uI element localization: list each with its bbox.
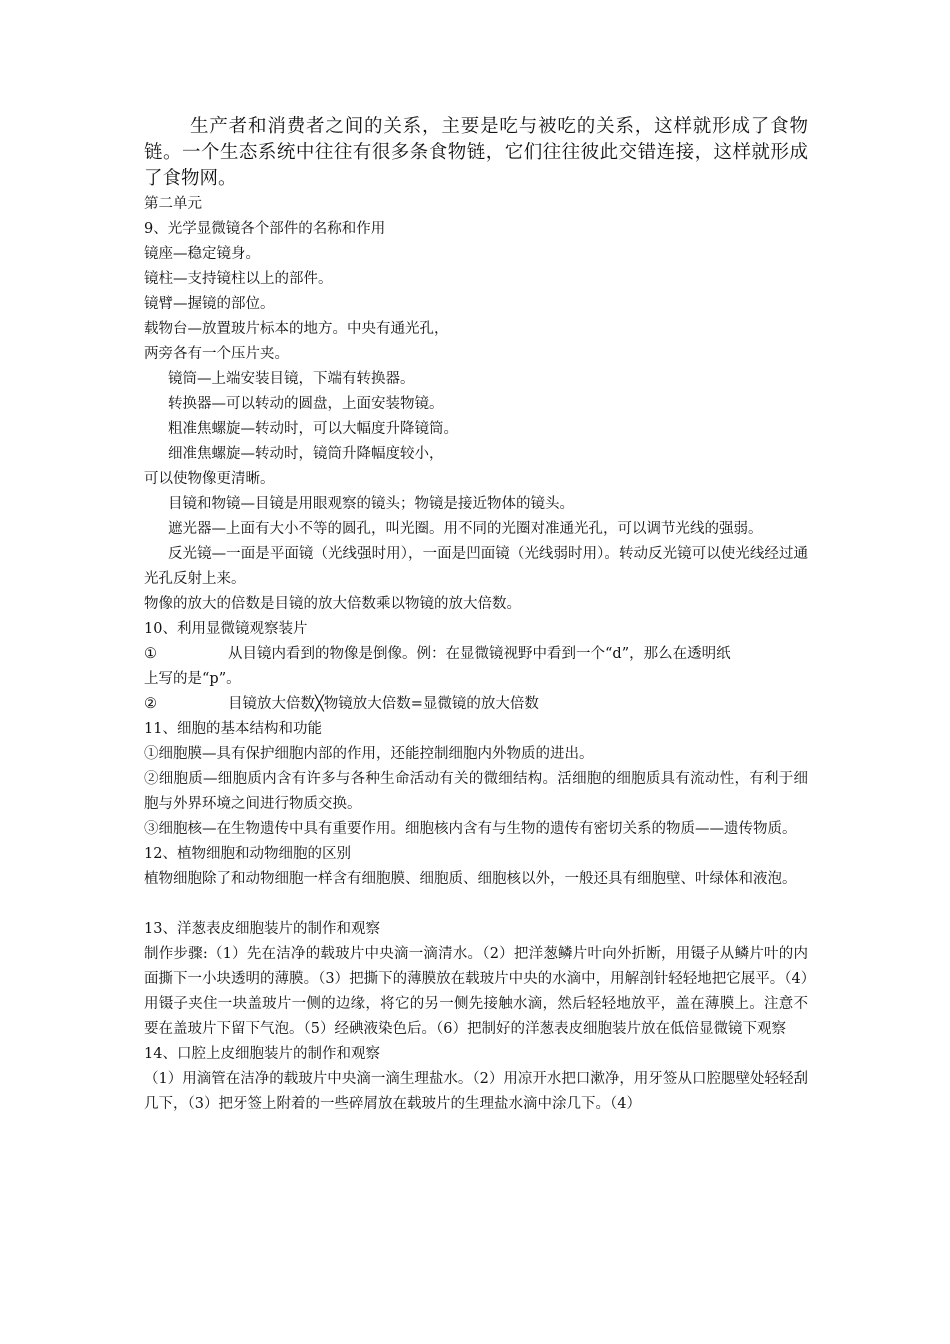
item-2-text: 目镜放大倍数╳物镜放大倍数=显微镜的放大倍数 [228,696,539,712]
section-13 [144,917,808,1042]
section-10-heading: 10、利用显微镜观察装片 [144,621,308,637]
part-lenses: 目镜和物镜—目镜是用眼观察的镜头；物镜是接近物体的镜头。 [168,496,574,512]
part-mirror: 反光镜—一面是平面镜（光线强时用），一面是凹面镜（光线弱时用）。转动反光镜可以使光线经过通光孔反射上来。 [144,546,808,587]
part-diaphragm: 遮光器—上面有大小不等的圆孔，叫光圈。用不同的光圈对准通光孔，可以调节光线的强弱。 [168,521,763,537]
cell-nucleus: ③细胞核—在生物遗传中具有重要作用。细胞核内含有与生物的遗传有密切关系的物质——遗传物质。 [144,821,797,837]
section-12-heading: 12、植物细胞和动物细胞的区别 [144,846,351,862]
cell-cytoplasm: ②细胞质—细胞质内含有许多与各种生命活动有关的微细结构。活细胞的细胞质具有流动性，有利于细胞与外界环境之间进行物质交换。 [144,771,808,812]
section-9-heading: 9、光学显微镜各个部件的名称和作用 [144,221,386,237]
section-14 [144,1042,808,1117]
part-stage-line-2: 两旁各有一个压片夹。 [144,346,289,362]
section-10-item-1-line-1 [144,642,808,667]
part-base: 镜座—稳定镜身。 [144,246,260,262]
section-13-text: 制作步骤:（1）先在洁净的载玻片中央滴一滴清水。（2）把洋葱鳞片叶向外折断，用镊子从鳞片叶的内面撕下一小块透明的薄膜。（3）把撕下的薄膜放在载玻片中央的水滴中，用解剖针轻轻地把它展平。（4）用镊子夹住一块盖玻片一侧的边缘，将它的另一侧先接触水滴，然后轻轻地放平，盖在薄膜上。注意不要在盖玻片下留下气泡。（5）经碘液染色后。（6）把制好的洋葱表皮细胞装片放在低倍显微镜下观察 [144,946,808,1037]
section-13-heading: 13、洋葱表皮细胞装片的制作和观察 [144,921,380,937]
section-11 [144,717,808,842]
item-2-marker: ② [144,696,157,712]
section-10 [144,617,808,717]
unit-title: 第二单元 [144,196,202,212]
item-1-text: 从目镜内看到的物像是倒像。例：在显微镜视野中看到一个“d”，那么在透明纸 [228,646,731,662]
section-9 [144,217,808,617]
part-fine-focus-line-2: 可以使物像更清晰。 [144,471,275,487]
section-11-heading: 11、细胞的基本结构和功能 [144,721,322,737]
section-12 [144,842,808,892]
part-arm: 镜臂—握镜的部位。 [144,296,275,312]
section-14-text: （1）用滴管在洁净的载玻片中央滴一滴生理盐水。（2）用凉开水把口漱净，用牙签从口腔腮壁处轻轻刮几下，（3）把牙签上附着的一些碎屑放在载玻片的生理盐水滴中涂几下。（4） [144,1071,808,1112]
item-1-marker: ① [144,646,157,662]
section-10-item-2 [144,692,808,717]
section-10-item-1-line-2: 上写的是“p”。 [144,671,241,687]
document-page [144,114,808,1117]
section-14-heading: 14、口腔上皮细胞装片的制作和观察 [144,1046,380,1062]
section-12-text: 植物细胞除了和动物细胞一样含有细胞膜、细胞质、细胞核以外，一般还具有细胞壁、叶绿体和液泡。 [144,871,797,887]
part-tube: 镜筒—上端安装目镜，下端有转换器。 [168,371,415,387]
part-nosepiece: 转换器—可以转动的圆盘，上面安装物镜。 [168,396,444,412]
blank-line [144,892,808,917]
part-fine-focus-line-1: 细准焦螺旋—转动时，镜筒升降幅度较小， [168,446,444,462]
part-stage-line-1: 载物台—放置玻片标本的地方。中央有通光孔， [144,321,449,337]
cell-membrane: ①细胞膜—具有保护细胞内部的作用，还能控制细胞内外物质的进出。 [144,746,594,762]
part-pillar: 镜柱—支持镜柱以上的部件。 [144,271,333,287]
part-coarse-focus: 粗准焦螺旋—转动时，可以大幅度升降镜筒。 [168,421,458,437]
intro-paragraph: 生产者和消费者之间的关系，主要是吃与被吃的关系，这样就形成了食物链。一个生态系统中往往有很多条食物链，它们往往彼此交错连接，这样就形成了食物网。 [144,116,808,189]
magnification-rule: 物像的放大的倍数是目镜的放大倍数乘以物镜的放大倍数。 [144,596,521,612]
